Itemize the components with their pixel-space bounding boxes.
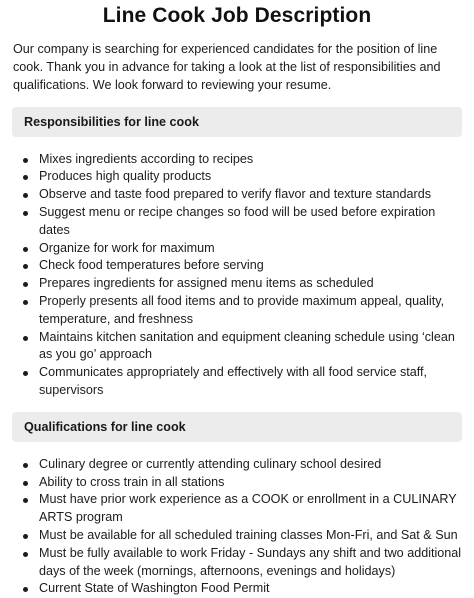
list-item-text: Culinary degree or currently attending culinary school desired (39, 456, 382, 471)
qualifications-list (12, 456, 462, 598)
bullet-icon (23, 247, 28, 252)
bullet-icon (23, 158, 28, 163)
list-item (12, 168, 462, 186)
list-item (12, 580, 462, 598)
list-item (12, 293, 462, 329)
list-item-text: Ability to cross train in all stations (39, 474, 225, 489)
list-item (12, 204, 462, 240)
list-item (12, 474, 462, 492)
list-item-text: Observe and taste food prepared to verify flavor and texture standards (39, 187, 432, 202)
bullet-icon (23, 534, 28, 539)
list-item-text: Check food temperatures before serving (39, 258, 264, 273)
list-item-text: Organize for work for maximum (39, 240, 215, 255)
responsibilities-heading: Responsibilities for line cook (12, 107, 462, 137)
bullet-icon (23, 371, 28, 376)
list-item-text: Communicates appropriately and effectively with all food service staff, supervisors (39, 365, 428, 397)
list-item-text: Produces high quality products (39, 169, 212, 184)
bullet-icon (23, 552, 28, 557)
bullet-icon (23, 300, 28, 305)
list-item-text: Mixes ingredients according to recipes (39, 151, 254, 166)
list-item (12, 456, 462, 474)
list-item (12, 545, 462, 581)
responsibilities-list (12, 151, 462, 400)
bullet-icon (23, 211, 28, 216)
list-item-text: Current State of Washington Food Permit (39, 581, 270, 596)
page-title: Line Cook Job Description (102, 4, 372, 27)
list-item (12, 275, 462, 293)
bullet-icon (23, 498, 28, 503)
bullet-icon (23, 282, 28, 287)
bullet-icon (23, 587, 28, 592)
bullet-icon (23, 175, 28, 180)
list-item-text: Suggest menu or recipe changes so food will be used before expiration dates (39, 205, 436, 237)
qualifications-heading: Qualifications for line cook (12, 412, 462, 442)
list-item (12, 186, 462, 204)
list-item (12, 257, 462, 275)
list-item (12, 364, 462, 400)
list-item (12, 240, 462, 258)
list-item-text: Must be available for all scheduled training classes Mon-Fri, and Sat & Sun (39, 527, 458, 542)
bullet-icon (23, 264, 28, 269)
list-item (12, 491, 462, 527)
list-item-text: Must have prior work experience as a COOK or enrollment in a CULINARY ARTS program (39, 492, 457, 525)
bullet-icon (23, 481, 28, 486)
list-item (12, 329, 462, 365)
list-item (12, 151, 462, 169)
list-item (12, 527, 462, 545)
bullet-icon (23, 336, 28, 341)
list-item-text: Maintains kitchen sanitation and equipment cleaning schedule using ‘clean as you go’ approach (39, 329, 455, 362)
list-item-text: Prepares ingredients for assigned menu items as scheduled (39, 276, 374, 291)
bullet-icon (23, 463, 28, 468)
bullet-icon (23, 193, 28, 198)
list-item-text: Must be fully available to work Friday - Sundays any shift and two additional days of the week (mornings, afternoons, evenings and holidays) (39, 545, 462, 578)
list-item-text: Properly presents all food items and to provide maximum appeal, quality, temperature, and freshness (39, 293, 445, 326)
intro-paragraph: Our company is searching for experienced candidates for the position of line cook. Thank you in advance for taking a look at the list of responsibilities and qualifications. We look forward to reviewing your resume. (13, 42, 441, 93)
